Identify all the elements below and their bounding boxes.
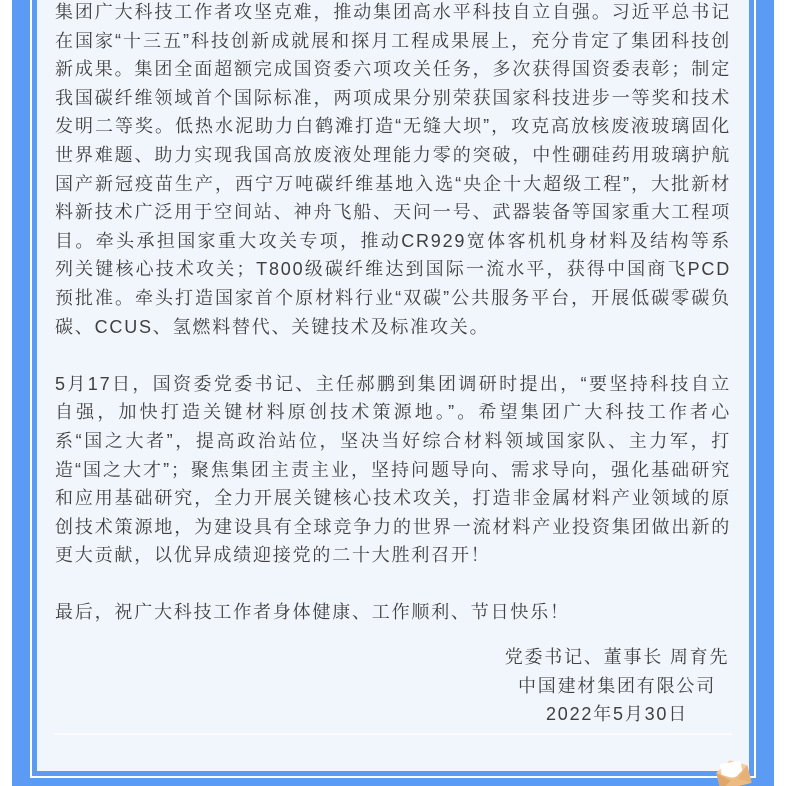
paragraph-expectations: 5月17日，国资委党委书记、主任郝鹏到集团调研时提出，“要坚持科技自立自强，加快打造关键材料原创技术策源地。”。希望集团广大科技工作者心系“国之大者”，提高政治站位，坚决当好综合材料领域国家队、主力军，打造“国之大才”；聚焦集团主责主业，坚持问题导向、需求导向，强化基础研究和应用基础研究，全力开展关键核心技术攻关，打造非金属材料产业领域的原创技术策源地，为建设具有全球竞争力的世界一流材料产业投资集团做出新的更大贡献，以优异成绩迎接党的二十大胜利召开！ [55,373,731,566]
paragraph-closing-wishes: 最后，祝广大科技工作者身体健康、工作顺利、节日快乐！ [55,602,570,623]
footer-divider [54,733,732,735]
paragraph-achievements: 集团广大科技工作者攻坚克难，推动集团高水平科技自立自强。习近平总书记在国家“十三五”科技创新成就展和探月工程成果展上，充分肯定了集团科技创新成果。集团全面超额完成国资委六项攻关任务，多次获得国资委表彰；制定我国碳纤维领域首个国际标准，两项成果分别荣获国家科技进步一等奖和技术发明二等奖。低热水泥助力白鹤滩打造“无缝大坝”，攻克高放核废液玻璃固化世界难题、助力实现我国高放废液处理能力零的突破，中性硼硅药用玻璃护航国产新冠疫苗生产，西宁万吨碳纤维基地入选“央企十大超级工程”，大批新材料新技术广泛用于空间站、神舟飞船、天问一号、武器装备等国家重大工程项目。牵头承担国家重大攻关专项，推动CR929宽体客机机身材料及结构等系列关键核心技术攻关；T800级碳纤维达到国际一流水平，获得中国商飞PCD预批准。牵头打造国家首个原材料行业“双碳”公共服务平台，开展低碳零碳负碳、CCUS、氢燃料替代、关键技术及标准攻关。 [55,2,731,337]
content-card [32,0,754,776]
article-body [37,0,749,735]
signature-title-name: 党委书记、董事长 周育先 [504,647,730,668]
frame-white-line [30,0,756,778]
signature-block [492,643,742,729]
signature-company: 中国建材集团有限公司 [518,675,716,696]
decorative-frame [12,0,774,786]
signature-date: 2022年5月30日 [545,704,689,725]
envelope-icon [714,759,752,786]
